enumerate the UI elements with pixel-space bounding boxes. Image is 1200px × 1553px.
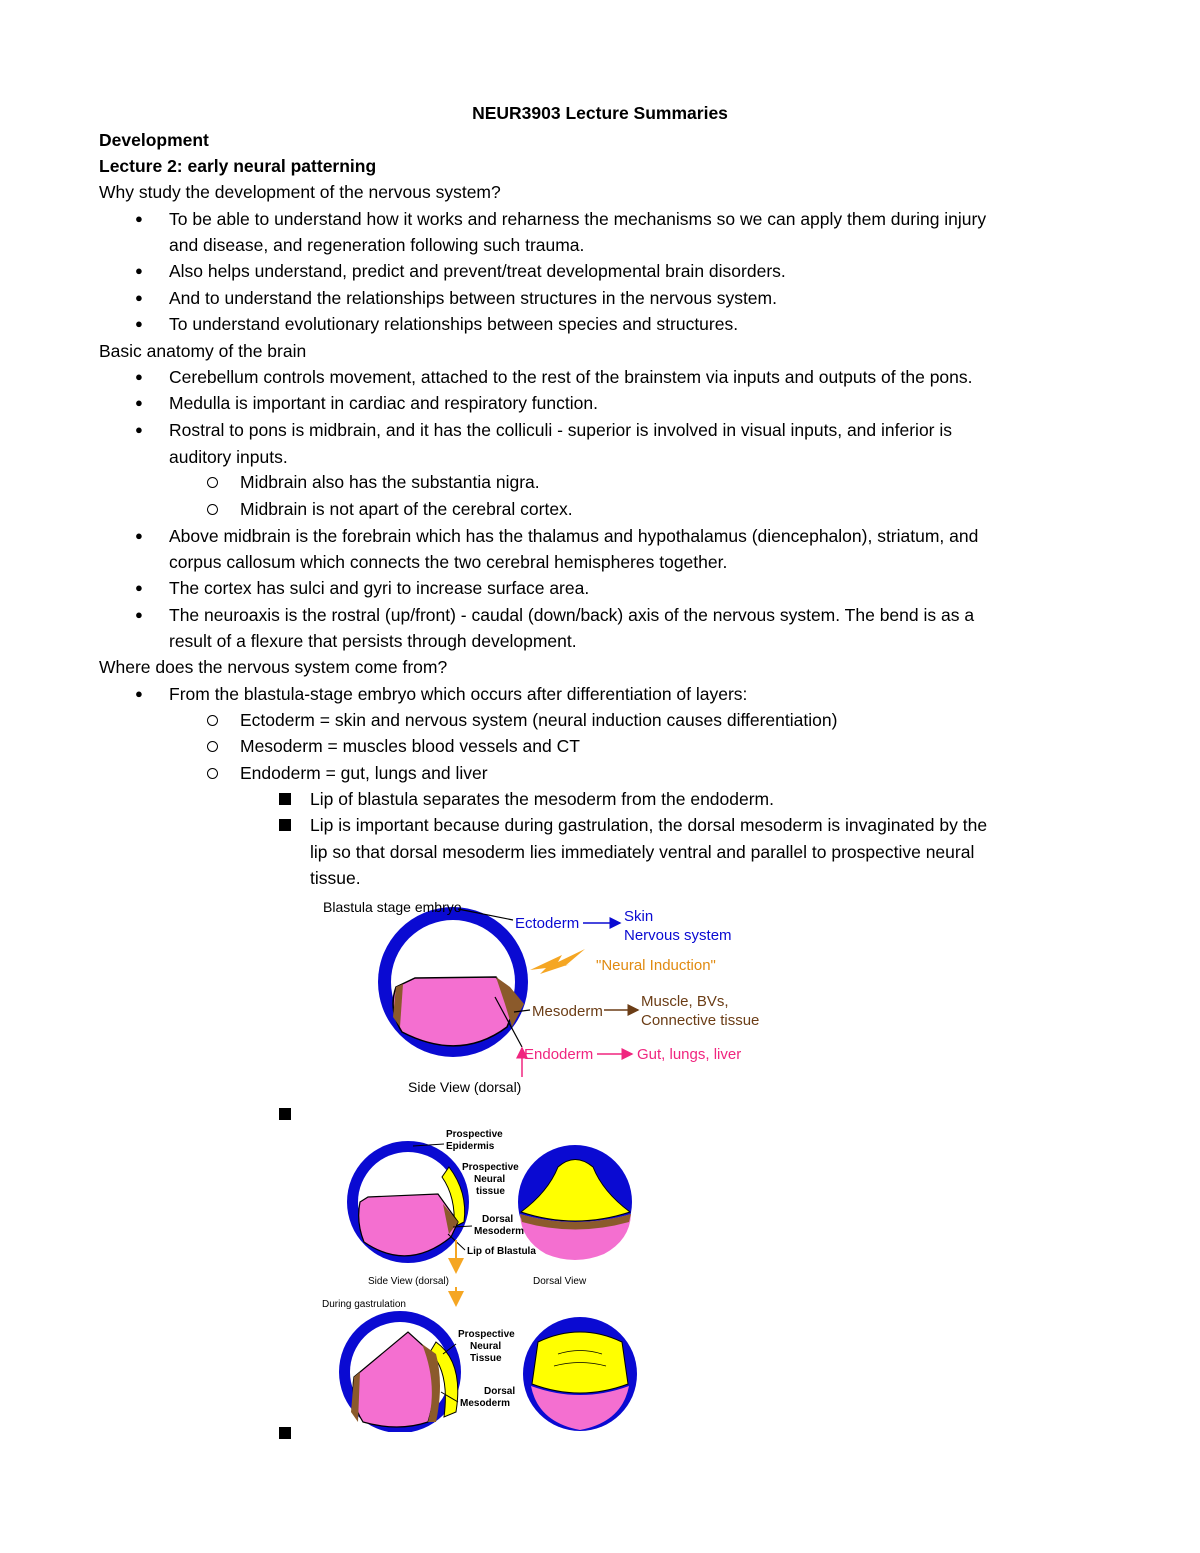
- bullet-icon: ●: [135, 607, 143, 622]
- hollow-bullet-icon: [207, 715, 218, 726]
- section-heading: Development: [99, 130, 209, 150]
- sub-sub-item-cont: tissue.: [310, 868, 361, 888]
- label-mesoderm: Mesoderm: [532, 1003, 603, 1020]
- list-item: The cortex has sulci and gyri to increase surface area.: [169, 578, 590, 598]
- bullet-icon: ●: [135, 686, 143, 701]
- hollow-bullet-icon: [207, 741, 218, 752]
- bullet-icon: ●: [135, 316, 143, 331]
- label-prospective: Prospective: [462, 1162, 519, 1173]
- list-item: Cerebellum controls movement, attached to the rest of the brainstem via inputs and outputs of the pons.: [169, 367, 973, 387]
- lightning-icon: [530, 949, 585, 974]
- bullet-icon: ●: [135, 290, 143, 305]
- list-item-cont: and disease, and regeneration following such trauma.: [169, 235, 585, 255]
- label-dorsal-view: Dorsal View: [533, 1276, 587, 1287]
- label-prospective: Prospective: [446, 1129, 503, 1140]
- square-bullet-icon: [279, 793, 291, 805]
- label-nervous-system: Nervous system: [624, 927, 732, 944]
- list-item: And to understand the relationships between structures in the nervous system.: [169, 288, 777, 308]
- bullet-icon: ●: [135, 422, 143, 437]
- label-neural-induction: "Neural Induction": [596, 957, 716, 974]
- gastrulation-diagram: [318, 1122, 658, 1432]
- label-muscle: Muscle, BVs,: [641, 993, 729, 1010]
- page-title: NEUR3903 Lecture Summaries: [472, 103, 728, 123]
- label-neural: Neural: [474, 1174, 506, 1185]
- question-origin: Where does the nervous system come from?: [99, 657, 448, 677]
- hollow-bullet-icon: [207, 504, 218, 515]
- square-bullet-icon: [279, 1108, 291, 1120]
- sub-item: Midbrain also has the substantia nigra.: [240, 472, 540, 492]
- label-mesoderm: Mesoderm: [460, 1398, 511, 1409]
- sub-sub-item-cont: lip so that dorsal mesoderm lies immediately ventral and parallel to prospective neural: [310, 842, 975, 862]
- bullet-icon: ●: [135, 369, 143, 384]
- question-why-study: Why study the development of the nervous system?: [99, 182, 501, 202]
- bullet-icon: ●: [135, 263, 143, 278]
- list-item-cont: corpus callosum which connects the two cerebral hemispheres together.: [169, 552, 728, 572]
- list-item: Also helps understand, predict and prevent/treat developmental brain disorders.: [169, 261, 786, 281]
- question-anatomy: Basic anatomy of the brain: [99, 341, 307, 361]
- label-connective-tissue: Connective tissue: [641, 1012, 760, 1029]
- lecture-heading: Lecture 2: early neural patterning: [99, 156, 377, 176]
- hollow-bullet-icon: [207, 768, 218, 779]
- label-skin: Skin: [624, 908, 654, 925]
- fig-title: Blastula stage embryo: [323, 899, 462, 915]
- list-item: Medulla is important in cardiac and respiratory function.: [169, 393, 598, 413]
- list-item: From the blastula-stage embryo which occurs after differentiation of layers:: [169, 684, 748, 704]
- hollow-bullet-icon: [207, 477, 218, 488]
- sub-sub-item: Lip is important because during gastrulation, the dorsal mesoderm is invaginated by the: [310, 815, 988, 835]
- label-endoderm: Endoderm: [524, 1046, 594, 1063]
- list-item-cont: auditory inputs.: [169, 447, 288, 467]
- list-item-cont: result of a flexure that persists through development.: [169, 631, 577, 651]
- label-tissue: tissue: [476, 1186, 505, 1197]
- list-item: To be able to understand how it works and reharness the mechanisms so we can apply them during injury: [169, 209, 987, 229]
- label-gut: Gut, lungs, liver: [637, 1046, 742, 1063]
- list-item: Above midbrain is the forebrain which has the thalamus and hypothalamus (diencephalon), striatum, and: [169, 526, 979, 546]
- label-prospective: Prospective: [458, 1329, 515, 1340]
- label-mesoderm: Mesoderm: [474, 1226, 525, 1237]
- bullet-icon: ●: [135, 528, 143, 543]
- bullet-icon: ●: [135, 580, 143, 595]
- sub-sub-item: Lip of blastula separates the mesoderm from the endoderm.: [310, 789, 774, 809]
- list-item: The neuroaxis is the rostral (up/front) - caudal (down/back) axis of the nervous system. The bend is as a: [169, 605, 975, 625]
- bullet-icon: ●: [135, 211, 143, 226]
- label-side-view: Side View (dorsal): [408, 1079, 522, 1095]
- label-dorsal: Dorsal: [482, 1214, 514, 1225]
- sub-item: Midbrain is not apart of the cerebral cortex.: [240, 499, 573, 519]
- sub-item: Endoderm = gut, lungs and liver: [240, 763, 488, 783]
- sub-item: Ectoderm = skin and nervous system (neural induction causes differentiation): [240, 710, 838, 730]
- label-ectoderm: Ectoderm: [515, 915, 580, 932]
- sub-item: Mesoderm = muscles blood vessels and CT: [240, 736, 580, 756]
- square-bullet-icon: [279, 819, 291, 831]
- bullet-icon: ●: [135, 395, 143, 410]
- label-side-view: Side View (dorsal): [368, 1276, 449, 1287]
- label-neural: Neural: [470, 1341, 502, 1352]
- label-during-gastrulation: During gastrulation: [322, 1299, 406, 1310]
- list-item: Rostral to pons is midbrain, and it has the colliculi - superior is involved in visual inputs, and inferior is: [169, 420, 953, 440]
- list-item: To understand evolutionary relationships between species and structures.: [169, 314, 739, 334]
- label-dorsal: Dorsal: [484, 1386, 516, 1397]
- label-tissue: Tissue: [470, 1353, 502, 1364]
- label-epidermis: Epidermis: [446, 1141, 495, 1152]
- blastula-diagram: [300, 892, 800, 1102]
- label-lip-of-blastula: Lip of Blastula: [467, 1246, 536, 1257]
- square-bullet-icon: [279, 1427, 291, 1439]
